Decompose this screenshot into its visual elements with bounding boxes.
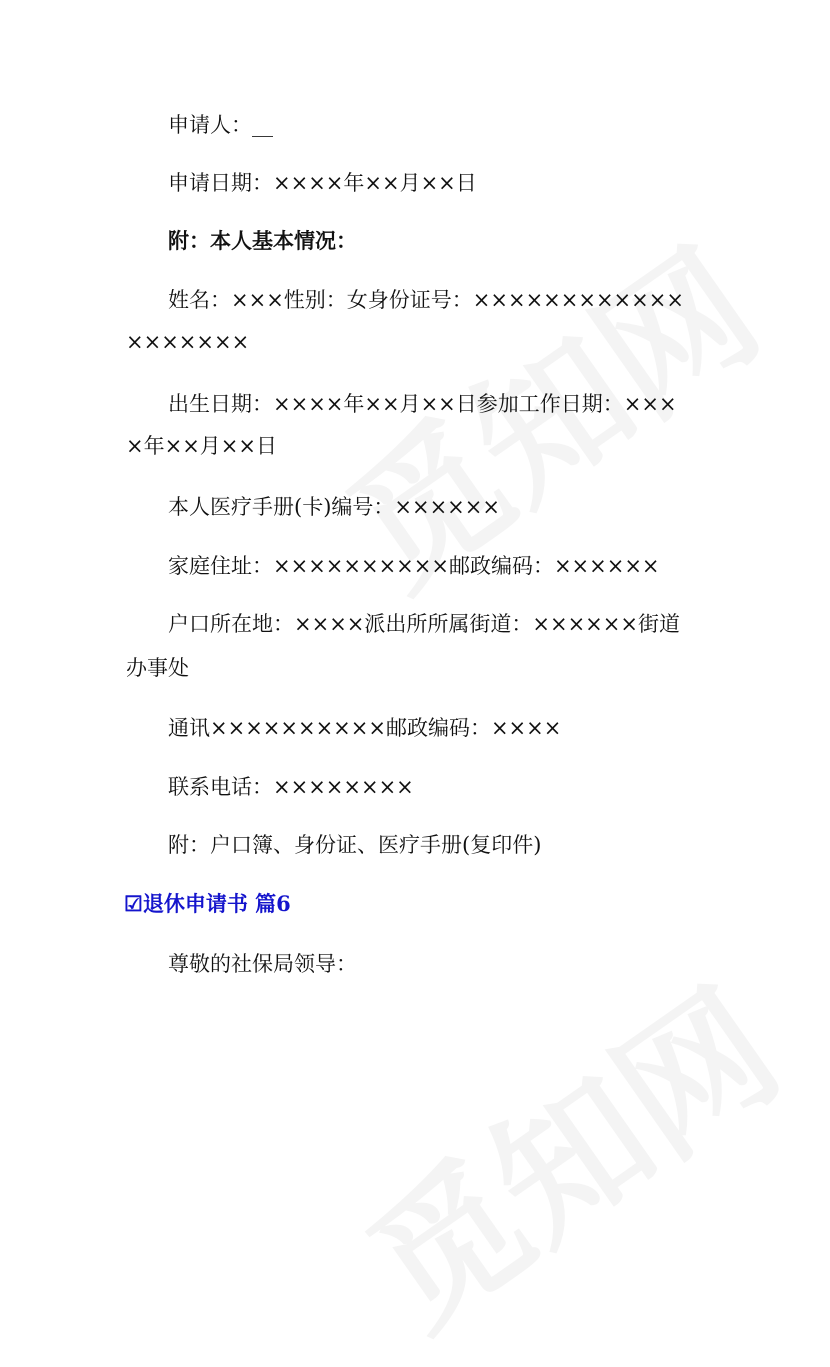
medical-card-line: 本人医疗手册(卡)编号：×××××× xyxy=(168,495,500,519)
phone-line: 联系电话：×××××××× xyxy=(168,775,414,799)
section-heading xyxy=(124,882,291,926)
birth-line-1: 出生日期：××××年××月××日参加工作日期：××× xyxy=(168,392,677,416)
name-line-1: 姓名：×××性别：女身份证号：×××××××××××× xyxy=(168,288,684,312)
watermark-bottom xyxy=(320,932,813,1367)
address-line: 家庭住址：××××××××××邮政编码：×××××× xyxy=(168,554,660,578)
hukou-line-1: 户口所在地：××××派出所所属街道：××××××街道 xyxy=(168,612,680,636)
checkbox-icon: ☑ xyxy=(124,891,143,916)
attachments-line: 附：户口簿、身份证、医疗手册(复印件) xyxy=(168,833,542,857)
contact-line: 通讯××××××××××邮政编码：×××× xyxy=(168,716,562,740)
hukou-line-2: 办事处 xyxy=(126,656,189,680)
section-title: 退休申请书 篇6 xyxy=(142,891,291,916)
name-line-2: ××××××× xyxy=(126,330,250,354)
birth-line-2: ×年××月××日 xyxy=(126,434,277,458)
salutation-line: 尊敬的社保局领导： xyxy=(168,952,357,976)
appendix-info-heading: 附：本人基本情况： xyxy=(168,228,357,253)
applicant-line: 申请人：__ xyxy=(168,113,273,137)
apply-date-line: 申请日期：××××年××月××日 xyxy=(168,171,477,195)
